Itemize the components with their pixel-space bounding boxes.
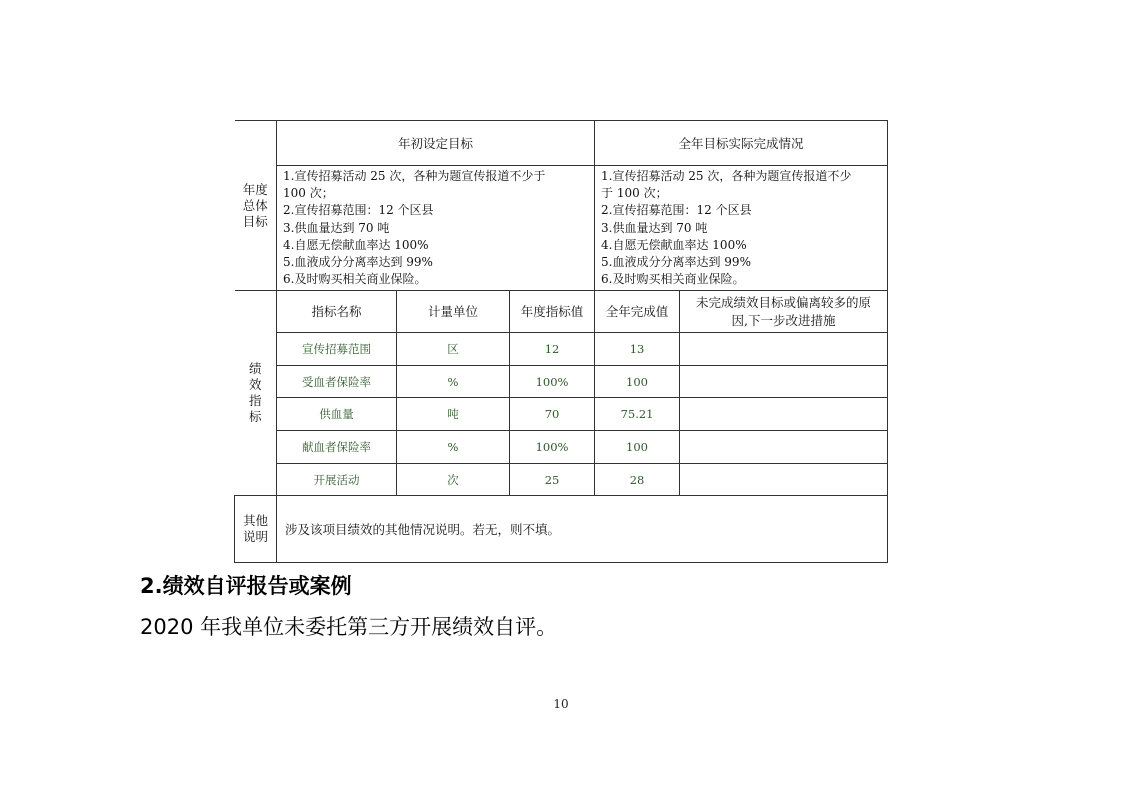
initial-goal-line: 4.自愿无偿献血率达 100% xyxy=(283,237,429,252)
indicator-unit: % xyxy=(397,366,510,398)
actual-completion-header: 全年目标实际完成情况 xyxy=(595,121,888,166)
indicator-reason xyxy=(680,366,888,398)
table-row xyxy=(235,333,888,366)
initial-goal-line: 2.宣传招募范围：12 个区县 xyxy=(283,203,434,218)
other-label: 其他 说明 xyxy=(235,496,277,563)
table-row xyxy=(235,398,888,431)
col-unit: 计量单位 xyxy=(397,291,510,333)
col-indicator-name: 指标名称 xyxy=(277,291,397,333)
initial-goal-header: 年初设定目标 xyxy=(277,121,595,166)
indicator-name: 供血量 xyxy=(277,398,397,431)
col-target: 年度指标值 xyxy=(510,291,595,333)
indicator-target: 100% xyxy=(510,431,595,464)
indicator-reason xyxy=(680,333,888,366)
indicator-name: 献血者保险率 xyxy=(277,431,397,464)
indicator-reason xyxy=(680,464,888,496)
indicator-actual: 28 xyxy=(595,464,680,496)
initial-goal-line: 100 次； xyxy=(283,186,334,201)
indicator-actual: 100 xyxy=(595,366,680,398)
actual-goal-line: 3.供血量达到 70 吨 xyxy=(601,220,708,235)
indicator-actual: 13 xyxy=(595,333,680,366)
indicator-target: 12 xyxy=(510,333,595,366)
other-text: 涉及该项目绩效的其他情况说明。若无，则不填。 xyxy=(277,496,888,563)
initial-goal-line: 3.供血量达到 70 吨 xyxy=(283,220,390,235)
initial-goal-line: 6.及时购买相关商业保险。 xyxy=(283,272,427,287)
indicator-actual: 75.21 xyxy=(595,398,680,431)
indicator-unit: % xyxy=(397,431,510,464)
actual-goal-line: 2.宣传招募范围：12 个区县 xyxy=(601,203,752,218)
indicator-unit: 区 xyxy=(397,333,510,366)
initial-goals xyxy=(277,166,595,291)
indicator-reason xyxy=(680,431,888,464)
performance-table xyxy=(234,120,888,563)
section-body: 2020 年我单位未委托第三方开展绩效自评。 xyxy=(140,615,558,639)
col-actual: 全年完成值 xyxy=(595,291,680,333)
initial-goal-line: 5.血液成分分离率达到 99% xyxy=(283,255,433,270)
table-row xyxy=(235,431,888,464)
page-number: 10 xyxy=(553,697,569,711)
indicator-unit: 次 xyxy=(397,464,510,496)
indicator-target: 100% xyxy=(510,366,595,398)
actual-goal-line: 4.自愿无偿献血率达 100% xyxy=(601,237,747,252)
indicator-target: 25 xyxy=(510,464,595,496)
indicator-name: 受血者保险率 xyxy=(277,366,397,398)
actual-goal-line: 于 100 次； xyxy=(601,186,668,201)
actual-goals xyxy=(595,166,888,291)
indicator-label: 绩 效 指 标 xyxy=(235,291,277,496)
indicator-actual: 100 xyxy=(595,431,680,464)
section-title: 2.绩效自评报告或案例 xyxy=(140,574,352,598)
actual-goal-line: 5.血液成分分离率达到 99% xyxy=(601,255,751,270)
indicator-unit: 吨 xyxy=(397,398,510,431)
indicator-name: 开展活动 xyxy=(277,464,397,496)
col-reason: 未完成绩效目标或偏离较多的原 因,下一步改进措施 xyxy=(680,291,888,333)
actual-goal-line: 6.及时购买相关商业保险。 xyxy=(601,272,745,287)
indicator-target: 70 xyxy=(510,398,595,431)
overall-goal-label: 年度 总体 目标 xyxy=(235,121,277,291)
indicator-reason xyxy=(680,398,888,431)
table-row xyxy=(235,464,888,496)
table-row xyxy=(235,366,888,398)
initial-goal-line: 1.宣传招募活动 25 次，各种为题宣传报道不少于 xyxy=(283,169,546,183)
actual-goal-line: 1.宣传招募活动 25 次，各种为题宣传报道不少 xyxy=(601,169,852,183)
indicator-name: 宣传招募范围 xyxy=(277,333,397,366)
